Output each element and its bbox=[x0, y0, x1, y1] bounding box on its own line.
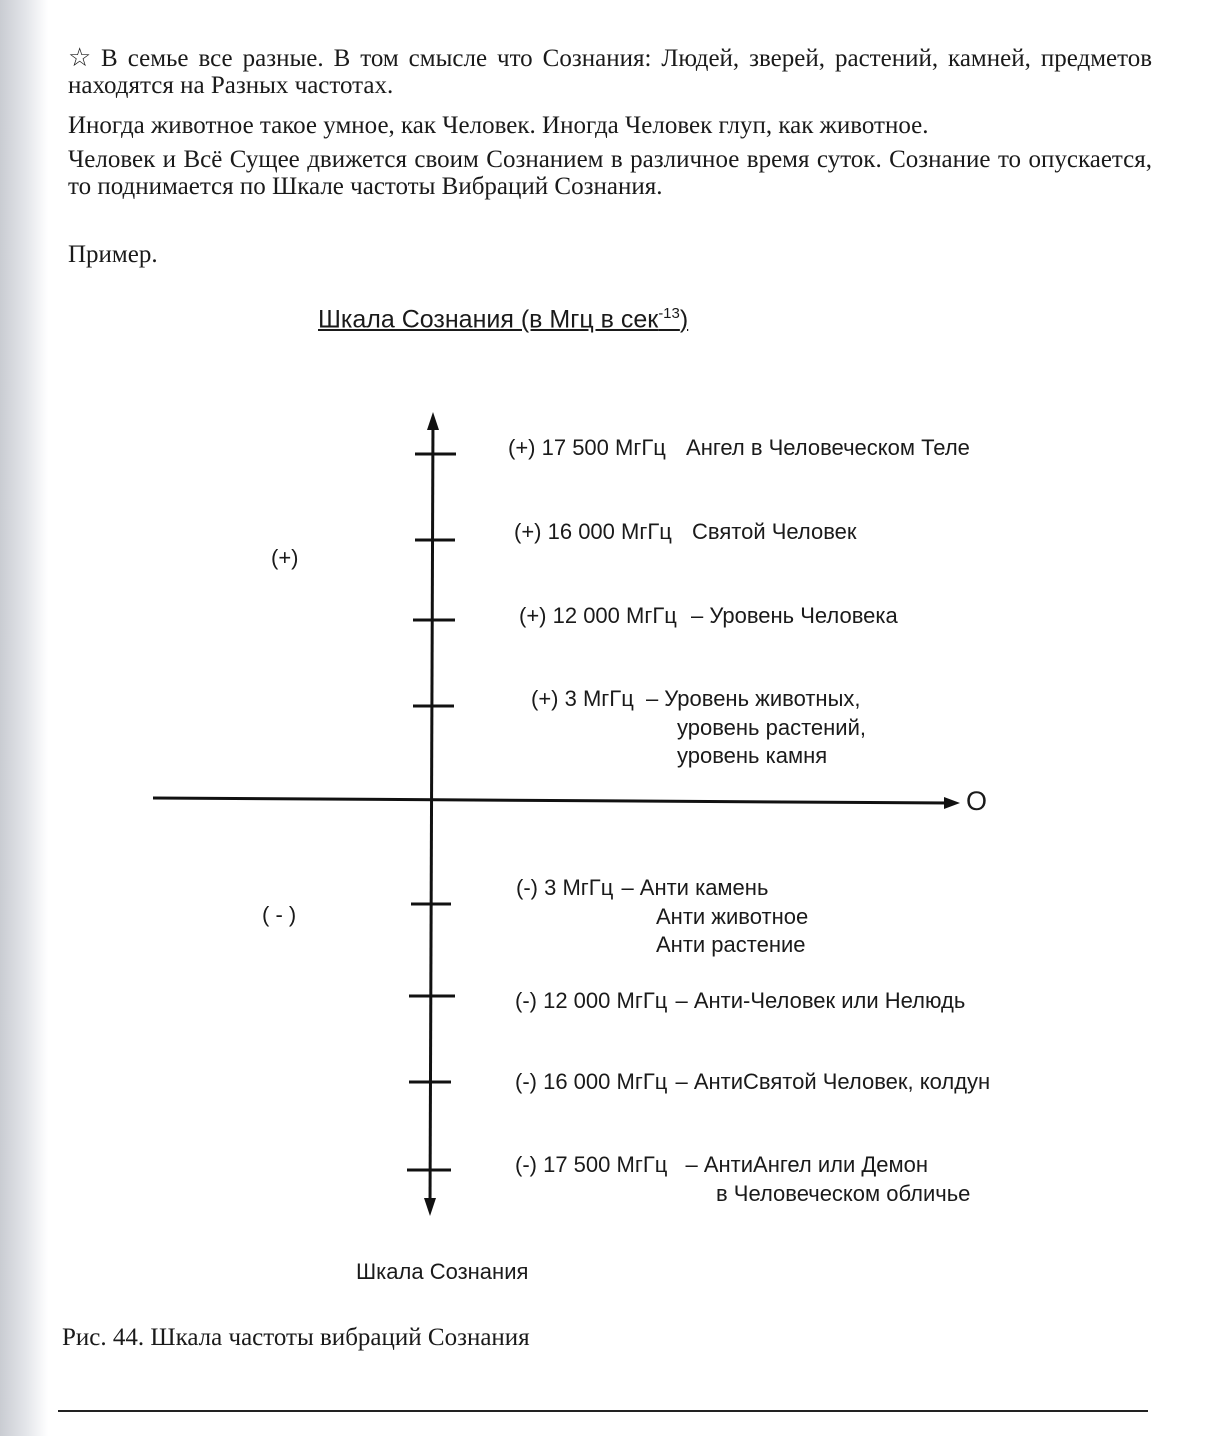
paragraph-family-text: В семье все разные. В том смысле что Сознания: Людей, зверей, растений, камней, предметов находятся на Разных частотах. bbox=[68, 45, 1153, 99]
level-description: – АнтиСвятой Человек, колдун bbox=[675, 1069, 991, 1094]
level-minus-3-continuation bbox=[656, 903, 808, 959]
level-description-line: уровень растений, bbox=[677, 715, 866, 740]
level-plus-12000 bbox=[519, 602, 898, 630]
level-frequency: (-) 16 000 МгГц bbox=[515, 1069, 668, 1094]
level-frequency: (-) 12 000 МгГц bbox=[515, 988, 668, 1013]
level-plus-16000 bbox=[514, 518, 857, 546]
level-minus-12000 bbox=[515, 987, 965, 1015]
paragraph-movement: Человек и Всё Сущее движется своим Сознанием в различное время суток. Сознание то опускается, то поднимается по Шкале частоты Вибраций Сознания. bbox=[68, 146, 1152, 200]
level-minus-16000 bbox=[515, 1068, 990, 1096]
figure-title-close: ) bbox=[679, 305, 689, 334]
paragraph-animal: Иногда животное такое умное, как Человек. Иногда Человек глуп, как животное. bbox=[68, 112, 929, 139]
level-description-line: Анти животное bbox=[656, 904, 809, 929]
vertical-axis bbox=[430, 418, 433, 1208]
zero-label: O bbox=[966, 786, 988, 816]
figure-title-main: Шкала Сознания (в Мгц в сек bbox=[318, 305, 659, 334]
level-minus-17500-continuation bbox=[716, 1180, 970, 1208]
figure-title-exponent: -13 bbox=[658, 305, 680, 322]
up-arrow-icon bbox=[427, 412, 439, 430]
level-frequency: (+) 17 500 МгГц bbox=[508, 435, 666, 460]
level-minus-17500 bbox=[515, 1151, 928, 1179]
horizontal-axis bbox=[153, 798, 950, 803]
level-plus-3-continuation bbox=[677, 714, 866, 770]
level-frequency: (-) 3 МгГц bbox=[516, 875, 614, 900]
level-frequency: (+) 16 000 МгГц bbox=[514, 519, 672, 544]
level-description: – Анти камень bbox=[621, 875, 769, 900]
figure-caption: Рис. 44. Шкала частоты вибраций Сознания bbox=[62, 1324, 530, 1351]
bottom-rule bbox=[58, 1410, 1148, 1412]
negative-region-label: ( - ) bbox=[262, 902, 297, 927]
level-description: Ангел в Человеческом Теле bbox=[686, 435, 970, 460]
level-plus-17500 bbox=[508, 434, 970, 462]
level-description: – Уровень животных, bbox=[645, 686, 861, 711]
star-icon: ☆ bbox=[68, 43, 96, 72]
level-description-line: в Человеческом обличье bbox=[716, 1181, 971, 1206]
level-description: – Анти-Человек или Нелюдь bbox=[675, 988, 966, 1013]
level-description: Святой Человек bbox=[692, 519, 857, 544]
example-label: Пример. bbox=[68, 241, 158, 268]
level-description-line: уровень камня bbox=[677, 743, 828, 768]
positive-region-label: (+) bbox=[271, 545, 299, 570]
level-frequency: (-) 17 500 МгГц bbox=[515, 1152, 668, 1177]
level-frequency: (+) 3 МгГц bbox=[531, 686, 634, 711]
level-minus-3 bbox=[516, 874, 768, 902]
level-plus-3 bbox=[531, 685, 861, 713]
axis-caption: Шкала Сознания bbox=[356, 1259, 529, 1284]
level-description: – АнтиАнгел или Демон bbox=[685, 1152, 929, 1177]
level-description: – Уровень Человека bbox=[691, 603, 898, 628]
down-arrow-icon bbox=[424, 1198, 436, 1216]
level-description-line: Анти растение bbox=[656, 932, 806, 957]
level-frequency: (+) 12 000 МгГц bbox=[519, 603, 677, 628]
right-arrow-icon bbox=[944, 797, 960, 809]
